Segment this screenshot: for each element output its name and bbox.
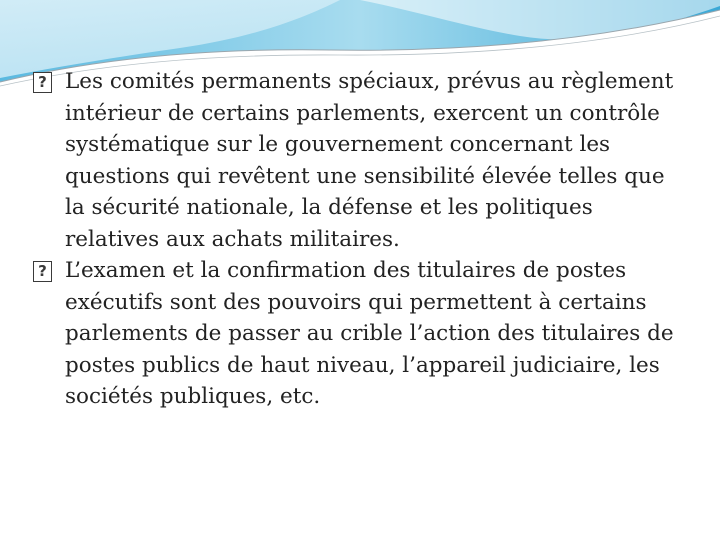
bullet-list: [33, 66, 683, 413]
bullet-text: L’examen et la confirmation des titulaires de postes exécutifs sont des pouvoirs qui permettent à certains parlements de passer au crible l’action des titulaires de postes publics de haut niveau, l’appareil judiciaire, les sociétés publiques, etc.: [65, 258, 674, 409]
bullet-marker-icon: ?: [33, 72, 52, 93]
bullet-item: [33, 66, 683, 255]
bullet-marker-icon: ?: [33, 261, 52, 282]
bullet-item: [33, 255, 683, 413]
bullet-text: Les comités permanents spéciaux, prévus au règlement intérieur de certains parlements, exercent un contrôle systématique sur le gouvernement concernant les questions qui revêtent une sensibilité élevée telles que la sécurité nationale, la défense et les politiques relatives aux achats militaires.: [65, 69, 674, 252]
